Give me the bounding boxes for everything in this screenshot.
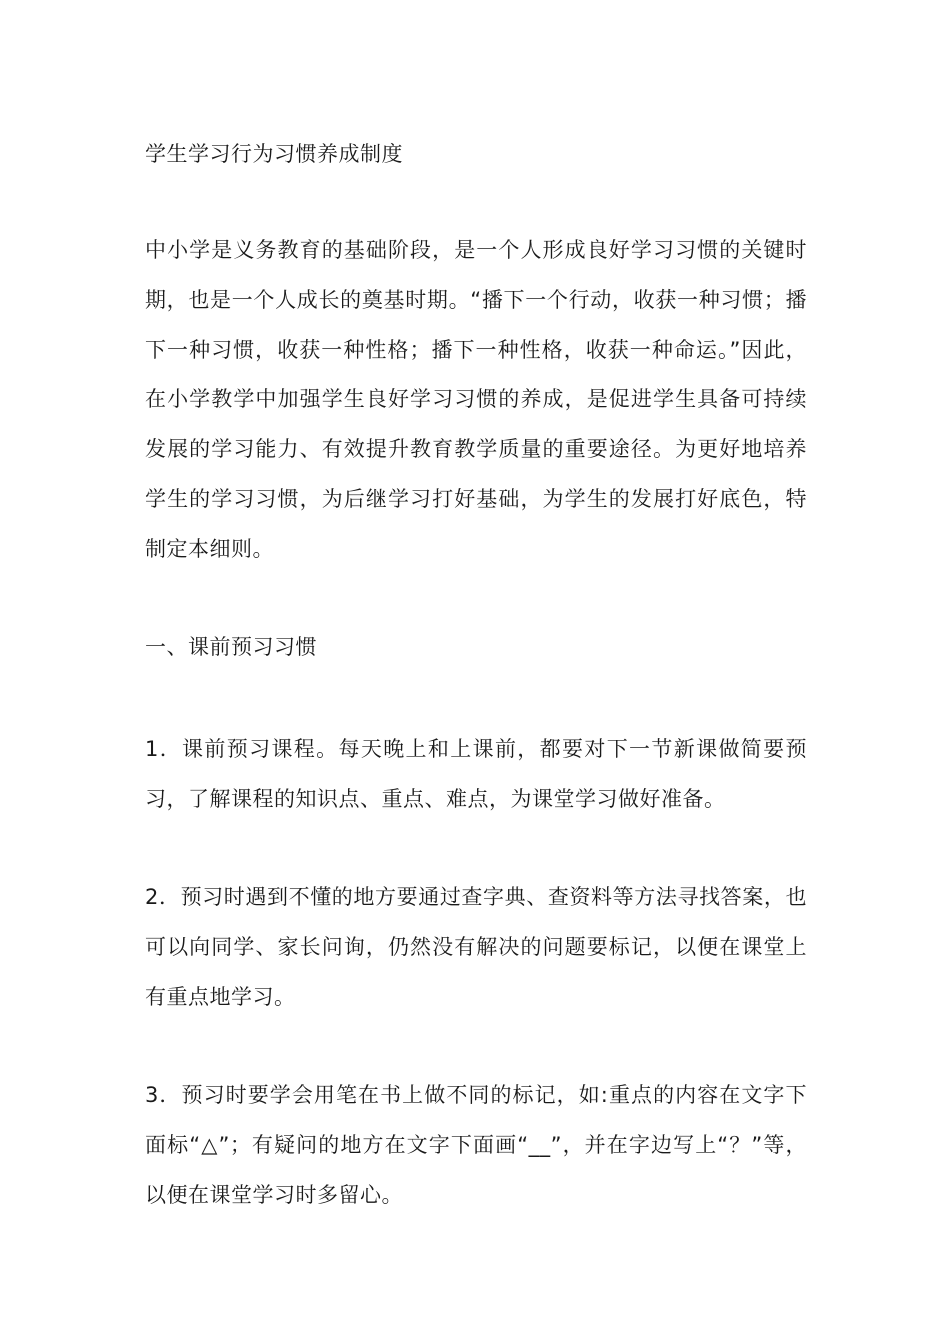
section-heading: 一、课前预习习惯 [145,635,317,659]
list-item: 2．预习时遇到不懂的地方要通过查字典、查资料等方法寻找答案，也可以向同学、家长问询，仍然没有解决的问题要标记，以便在课堂上有重点地学习。 [145,885,807,1009]
intro-paragraph: 中小学是义务教育的基础阶段，是一个人形成良好学习习惯的关键时期，也是一个人成长的奠基时期。“播下一个行动，收获一种习惯；播下一种习惯，收获一种性格；播下一种性格，收获一种命运。”因此，在小学教学中加强学生良好学习习惯的养成，是促进学生具备可持续发展的学习能力、有效提升教育教学质量的重要途径。为更好地培养学生的学习习惯，为后继学习打好基础，为学生的发展打好底色，特制定本细则。 [145,238,807,561]
list-item: 3．预习时要学会用笔在书上做不同的标记，如:重点的内容在文字下面标“△”；有疑问的地方在文字下面画“__”，并在字边写上“？”等，以便在课堂学习时多留心。 [145,1083,807,1207]
document-title: 学生学习行为习惯养成制度 [145,142,403,166]
list-item: 1．课前预习课程。每天晚上和上课前，都要对下一节新课做简要预习，了解课程的知识点、重点、难点，为课堂学习做好准备。 [145,737,807,811]
